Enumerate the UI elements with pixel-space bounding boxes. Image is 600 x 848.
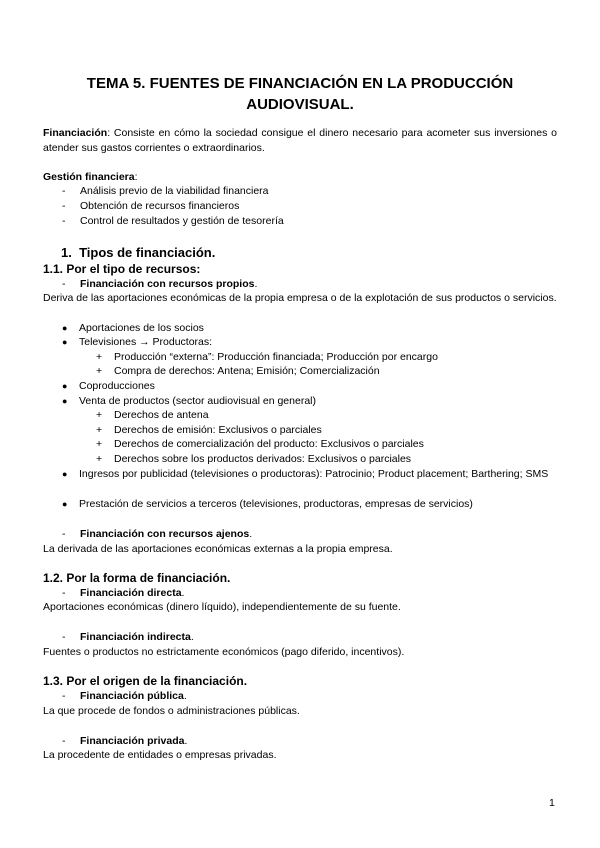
list-item-televisiones: Televisiones → Productoras:: [79, 336, 213, 348]
dash-marker: -: [62, 278, 66, 290]
dash-marker: -: [62, 528, 66, 540]
gestion-item: Control de resultados y gestión de tesorería: [80, 215, 284, 227]
ajenos-description: La derivada de las aportaciones económicas externas a la propia empresa.: [43, 543, 393, 555]
publica-label: Financiación pública.: [80, 690, 187, 702]
bullet-marker: ●: [62, 499, 68, 509]
sub-item: Derechos de emisión: Exclusivos o parciales: [114, 424, 322, 436]
sub-item: Compra de derechos: Antena; Emisión; Comercialización: [114, 365, 380, 377]
bullet-marker: ●: [62, 469, 68, 479]
dash-marker: -: [62, 587, 66, 599]
gestion-heading: Gestión financiera:: [43, 171, 138, 183]
bullet-marker: ●: [62, 323, 68, 333]
sub-item: Derechos de comercialización del producto: Exclusivos o parciales: [114, 438, 424, 450]
plus-marker: +: [96, 365, 103, 377]
plus-marker: +: [96, 453, 103, 465]
bullet-marker: ●: [62, 396, 68, 406]
intro-paragraph: [43, 126, 557, 155]
intro-term: Financiación: [43, 127, 108, 139]
intro-definition: : Consiste en cómo la sociedad consigue el dinero necesario para acometer sus inversiones o atender sus gastos corrientes o extraordinarios.: [43, 127, 557, 154]
list-item-publicidad: Ingresos por publicidad (televisiones o productoras): Patrocinio; Product placement; Barthering; SMS: [79, 468, 549, 480]
privada-label: Financiación privada.: [80, 735, 188, 747]
section-1-1-heading: 1.1. Por el tipo de recursos:: [43, 262, 201, 276]
section-1-heading: 1. Tipos de financiación.: [61, 245, 216, 260]
section-1-3-heading: 1.3. Por el origen de la financiación.: [43, 674, 248, 688]
dash-marker: -: [62, 735, 66, 747]
bullet-marker: ●: [62, 337, 68, 347]
directa-description: Aportaciones económicas (dinero líquido), independientemente de su fuente.: [43, 601, 401, 613]
indirecta-description: Fuentes o productos no estrictamente económicos (pago diferido, incentivos).: [43, 646, 405, 658]
page-number: 1: [549, 797, 555, 809]
propios-description: Deriva de las aportaciones económicas de la propia empresa o de la explotación de sus productos o servicios.: [43, 292, 557, 304]
propios-label: Financiación con recursos propios.: [80, 278, 258, 290]
dash-marker: -: [62, 690, 66, 702]
list-item-coproducciones: Coproducciones: [79, 380, 155, 392]
dash-marker: -: [62, 631, 66, 643]
list-item-socios: Aportaciones de los socios: [79, 322, 204, 334]
ajenos-label: Financiación con recursos ajenos.: [80, 528, 253, 540]
sub-item: Producción “externa”: Producción financiada; Producción por encargo: [114, 351, 438, 363]
dash-marker: -: [62, 200, 66, 212]
sub-item: Derechos de antena: [114, 409, 209, 421]
plus-marker: +: [96, 424, 103, 436]
document-title: TEMA 5. FUENTES DE FINANCIACIÓN EN LA PRODUCCIÓN AUDIOVISUAL.: [86, 75, 514, 113]
list-item-venta: Venta de productos (sector audiovisual en general): [79, 395, 316, 407]
sub-item: Derechos sobre los productos derivados: Exclusivos o parciales: [114, 453, 412, 465]
section-1-2-heading: 1.2. Por la forma de financiación.: [43, 571, 231, 585]
publica-description: La que procede de fondos o administraciones públicas.: [43, 705, 300, 717]
gestion-item: Obtención de recursos financieros: [80, 200, 240, 212]
gestion-item: Análisis previo de la viabilidad financiera: [80, 185, 269, 197]
plus-marker: +: [96, 438, 103, 450]
plus-marker: +: [96, 351, 103, 363]
plus-marker: +: [96, 409, 103, 421]
dash-marker: -: [62, 215, 66, 227]
directa-label: Financiación directa.: [80, 587, 185, 599]
privada-description: La procedente de entidades o empresas privadas.: [43, 749, 277, 761]
indirecta-label: Financiación indirecta.: [80, 631, 194, 643]
bullet-marker: ●: [62, 381, 68, 391]
dash-marker: -: [62, 185, 66, 197]
list-item-servicios: Prestación de servicios a terceros (televisiones, productoras, empresas de servicios): [79, 498, 473, 510]
